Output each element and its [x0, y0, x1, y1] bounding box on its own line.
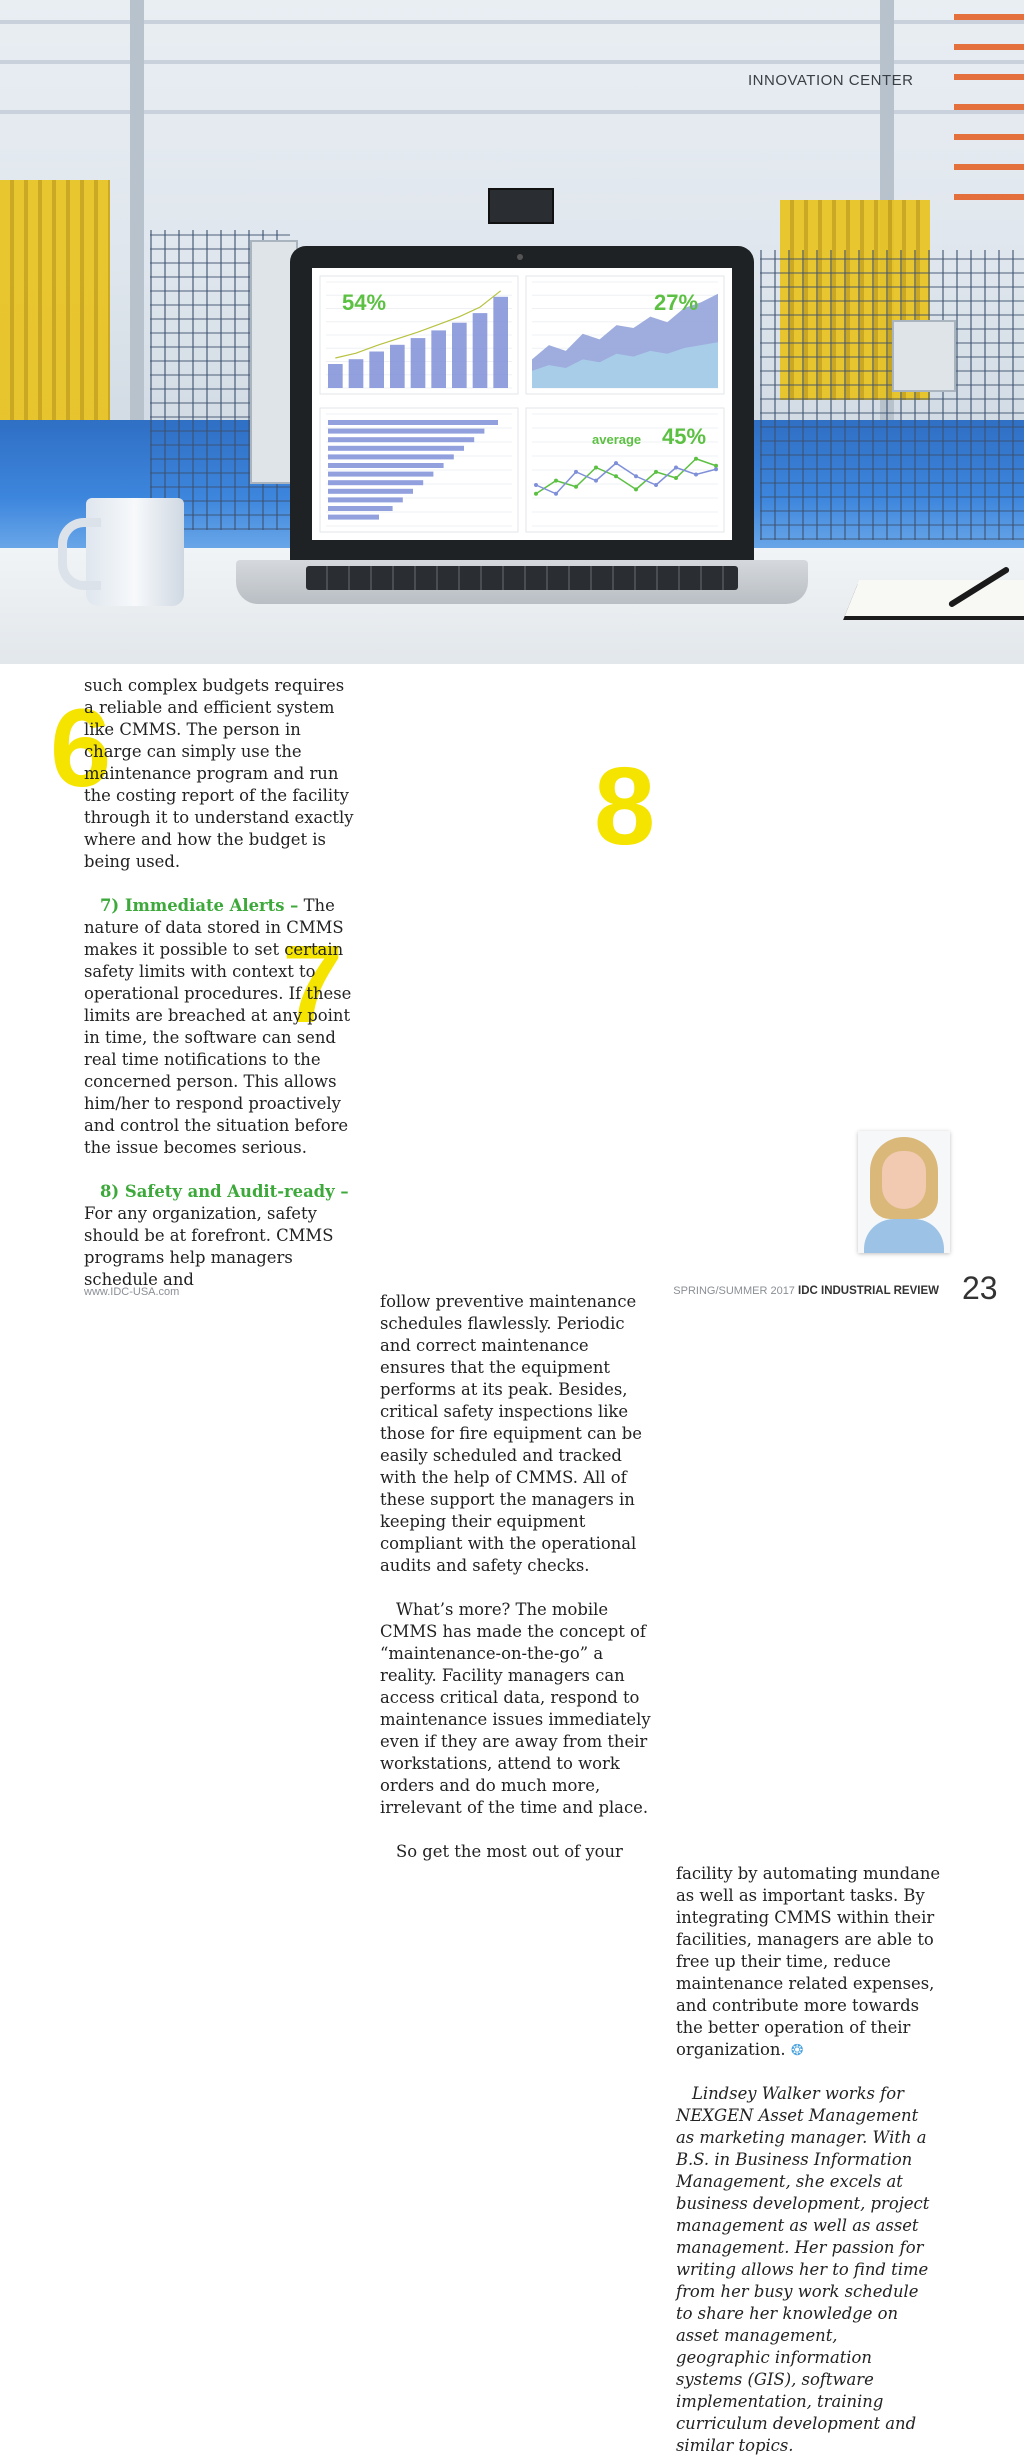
page-number: 23: [962, 1270, 998, 1306]
data-point: [534, 483, 538, 487]
paragraph: So get the most out of your: [396, 1842, 623, 1861]
bar: [328, 437, 474, 442]
big-number-8: 8: [594, 745, 656, 868]
data-point: [634, 474, 638, 478]
footer-issue: SPRING/SUMMER 2017: [673, 1285, 795, 1297]
heading-safety-audit: 8) Safety and Audit-ready –: [100, 1182, 349, 1201]
data-point: [654, 483, 658, 487]
status-display: [488, 188, 554, 224]
data-point: [594, 479, 598, 483]
bar: [328, 480, 423, 485]
yellow-rack-left: [0, 180, 110, 460]
keyboard: [306, 566, 738, 590]
laptop-screen: [312, 268, 732, 540]
bar: [328, 506, 393, 511]
paragraph-text: The nature of data stored in CMMS makes it possible to set certain safety limits with context to operational procedures. If these limits are breached at any point in time, the software can send real time notifications to the concerned person. This allows him/her to respond proactively and control the situation before the issue becomes serious.: [84, 896, 352, 1157]
data-point: [554, 492, 558, 496]
column-2: [380, 1291, 652, 1863]
data-point: [634, 487, 638, 491]
bar: [431, 330, 446, 388]
bar: [473, 313, 488, 388]
data-point: [594, 466, 598, 470]
paragraph: follow preventive maintenance schedules flawlessly. Periodic and correct maintenance ensures that the equipment performs at its peak. Besides, critical safety inspections like those for fire equipment can be easily scheduled and tracked with the help of CMMS. All of these support the managers in keeping their equipment compliant with the operational audits and safety checks.: [380, 1292, 642, 1575]
bar: [328, 454, 454, 459]
data-point: [614, 474, 618, 478]
laptop: [290, 246, 754, 562]
bar: [328, 463, 444, 468]
data-point: [714, 467, 718, 471]
bar: [390, 345, 405, 388]
data-point: [534, 492, 538, 496]
data-point: [654, 470, 658, 474]
bar: [328, 429, 484, 434]
orange-rail: [954, 0, 1024, 200]
bar: [328, 364, 343, 388]
roof-beam: [0, 20, 1024, 24]
dashboard-charts: [312, 268, 732, 540]
end-of-article-icon: ❂: [790, 2041, 804, 2059]
stat-54: 54%: [342, 290, 387, 315]
author-face: [882, 1151, 926, 1209]
bar: [493, 297, 508, 388]
bar: [369, 352, 384, 388]
data-point: [674, 466, 678, 470]
bar: [328, 420, 498, 425]
stat-45: 45%: [662, 424, 707, 449]
roof-beam: [0, 60, 1024, 64]
paragraph: What’s more? The mobile CMMS has made the concept of “maintenance-on-the-go” a reality. Facility managers can access critical data, respond to maintenance issues immediately even if they are away from their workstations, attend to work orders and do much more, irrelevant of the time and place.: [380, 1600, 651, 1817]
bar: [328, 497, 403, 502]
data-point: [694, 473, 698, 477]
notebook: [845, 580, 1024, 616]
author-bio: [676, 2083, 932, 2457]
heading-immediate-alerts: 7) Immediate Alerts –: [100, 896, 299, 915]
data-point: [574, 485, 578, 489]
data-point: [554, 479, 558, 483]
bar: [411, 338, 426, 388]
bar: [328, 446, 464, 451]
bar: [328, 472, 433, 477]
paragraph-conclusion: [676, 1863, 948, 2061]
coffee-mug: [86, 498, 184, 606]
author-photo: [858, 1131, 950, 1253]
column-1: [84, 675, 356, 1291]
data-point: [714, 464, 718, 468]
paragraph-text: facility by automating mundane as well as important tasks. By integrating CMMS within their facilities, managers are able to free up their time, reduce maintenance related expenses, and contribute more towards the better operation of their organization.: [676, 1864, 941, 2059]
data-point: [694, 457, 698, 461]
safety-fence-right: [760, 250, 1024, 540]
roof-beam: [0, 110, 1024, 114]
stat-27: 27%: [654, 290, 699, 315]
section-label: INNOVATION CENTER: [748, 72, 914, 89]
hero-photo: [0, 0, 1024, 664]
data-point: [614, 461, 618, 465]
data-point: [674, 476, 678, 480]
webcam-icon: [517, 254, 523, 260]
paragraph: such complex budgets requires a reliable and efficient system like CMMS. The person in charge can simply use the maintenance program and run the costing report of the facility through it to understand exactly where and how the budget is being used.: [84, 676, 354, 871]
laptop-base: [236, 560, 808, 604]
bar: [328, 515, 379, 520]
bar: [452, 323, 467, 388]
control-panel: [892, 320, 956, 392]
mug-handle: [58, 518, 101, 590]
stat-average-label: average: [592, 432, 642, 447]
paragraph-safety-audit: [84, 1181, 356, 1291]
footer-publication-title: IDC INDUSTRIAL REVIEW: [798, 1285, 939, 1297]
data-point: [574, 470, 578, 474]
column-3: [676, 1863, 948, 2457]
big-number-7: 7: [282, 923, 344, 1046]
footer-publication: [673, 1285, 939, 1297]
bar: [349, 359, 364, 388]
paragraph-immediate-alerts: [84, 895, 356, 1159]
author-bio-text: Lindsey Walker works for NEXGEN Asset Management as marketing manager. With a B.S. in Business Information Management, she excels at business development, project management as well as asset management. Her passion for writing allows her to find time from her busy work schedule to share her knowledge on asset management, geographic information systems (GIS), software implementation, training curriculum development and similar topics.: [676, 2084, 930, 2455]
bar: [328, 489, 413, 494]
big-number-6: 6: [50, 687, 112, 810]
author-shirt: [864, 1219, 944, 1253]
paragraph-text: For any organization, safety should be at forefront. CMMS programs help managers schedule and: [84, 1204, 334, 1289]
footer-website: www.IDC-USA.com: [84, 1286, 180, 1298]
